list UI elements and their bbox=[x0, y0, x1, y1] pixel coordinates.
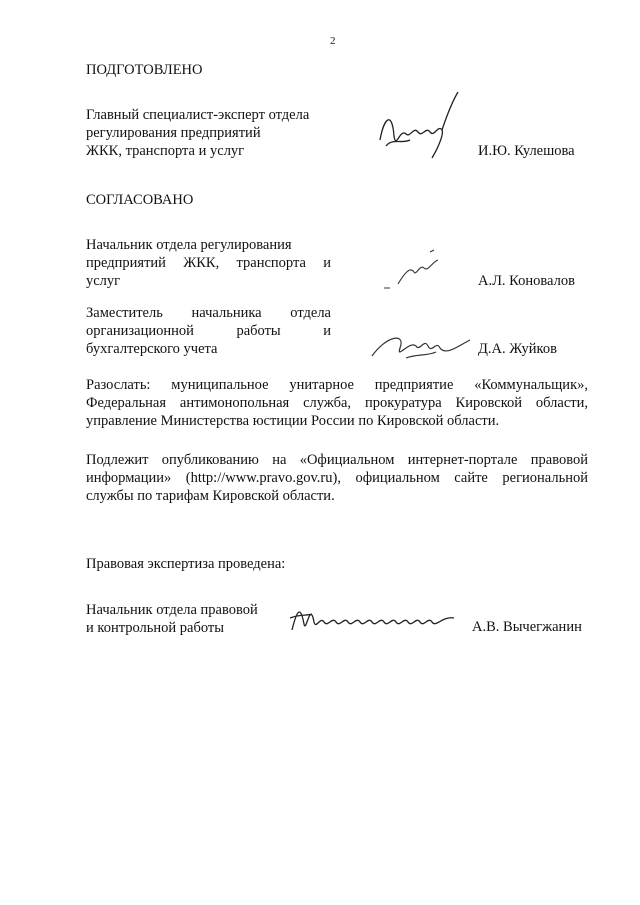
agreed-person1-name: А.Л. Коновалов bbox=[478, 273, 575, 289]
publication-line: информации» (http://www.pravo.gov.ru), официальном сайте региональной bbox=[86, 470, 588, 486]
prepared-position bbox=[86, 106, 309, 160]
legal-review-position bbox=[86, 601, 258, 637]
publication-line: Подлежит опубликованию на «Официальном интернет-портале правовой bbox=[86, 452, 588, 468]
person2-position-line: бухгалтерского учета bbox=[86, 341, 218, 357]
distribution-line: Федеральная антимонопольная служба, прокуратура Кировской области, bbox=[86, 395, 588, 411]
prepared-position-line: регулирования предприятий bbox=[86, 125, 261, 141]
page-number: 2 bbox=[330, 35, 336, 47]
signature-zhuikov bbox=[366, 326, 476, 366]
agreed-person2-position bbox=[86, 304, 331, 358]
legal-position-line: и контрольной работы bbox=[86, 620, 224, 636]
signature-konovalov bbox=[380, 244, 460, 292]
prepared-position-line: Главный специалист-эксперт отдела bbox=[86, 107, 310, 123]
prepared-heading: ПОДГОТОВЛЕНО bbox=[86, 62, 203, 78]
publication-line: службы по тарифам Кировской области. bbox=[86, 488, 335, 504]
person2-position-line: Заместитель начальника отдела bbox=[86, 305, 331, 321]
prepared-position-line: ЖКК, транспорта и услуг bbox=[86, 143, 245, 159]
person1-position-line: услуг bbox=[86, 273, 121, 289]
legal-position-line: Начальник отдела правовой bbox=[86, 602, 258, 618]
signature-kuleshova bbox=[372, 88, 467, 163]
person1-position-line: предприятий ЖКК, транспорта и bbox=[86, 255, 331, 271]
agreed-person1-position bbox=[86, 236, 331, 290]
publication-paragraph bbox=[86, 451, 588, 505]
distribution-line: Разослать: муниципальное унитарное предприятие «Коммунальщик», bbox=[86, 377, 588, 393]
person1-position-line: Начальник отдела регулирования bbox=[86, 237, 292, 253]
signature-vychegzhanin bbox=[286, 594, 461, 636]
agreed-person2-name: Д.А. Жуйков bbox=[478, 341, 557, 357]
legal-review-label: Правовая экспертиза проведена: bbox=[86, 556, 286, 572]
distribution-paragraph bbox=[86, 376, 588, 430]
agreed-heading: СОГЛАСОВАНО bbox=[86, 192, 194, 208]
person2-position-line: организационной работы и bbox=[86, 323, 331, 339]
prepared-name: И.Ю. Кулешова bbox=[478, 143, 575, 159]
distribution-line: управление Министерства юстиции России по Кировской области. bbox=[86, 413, 500, 429]
legal-review-name: А.В. Вычегжанин bbox=[472, 619, 582, 635]
